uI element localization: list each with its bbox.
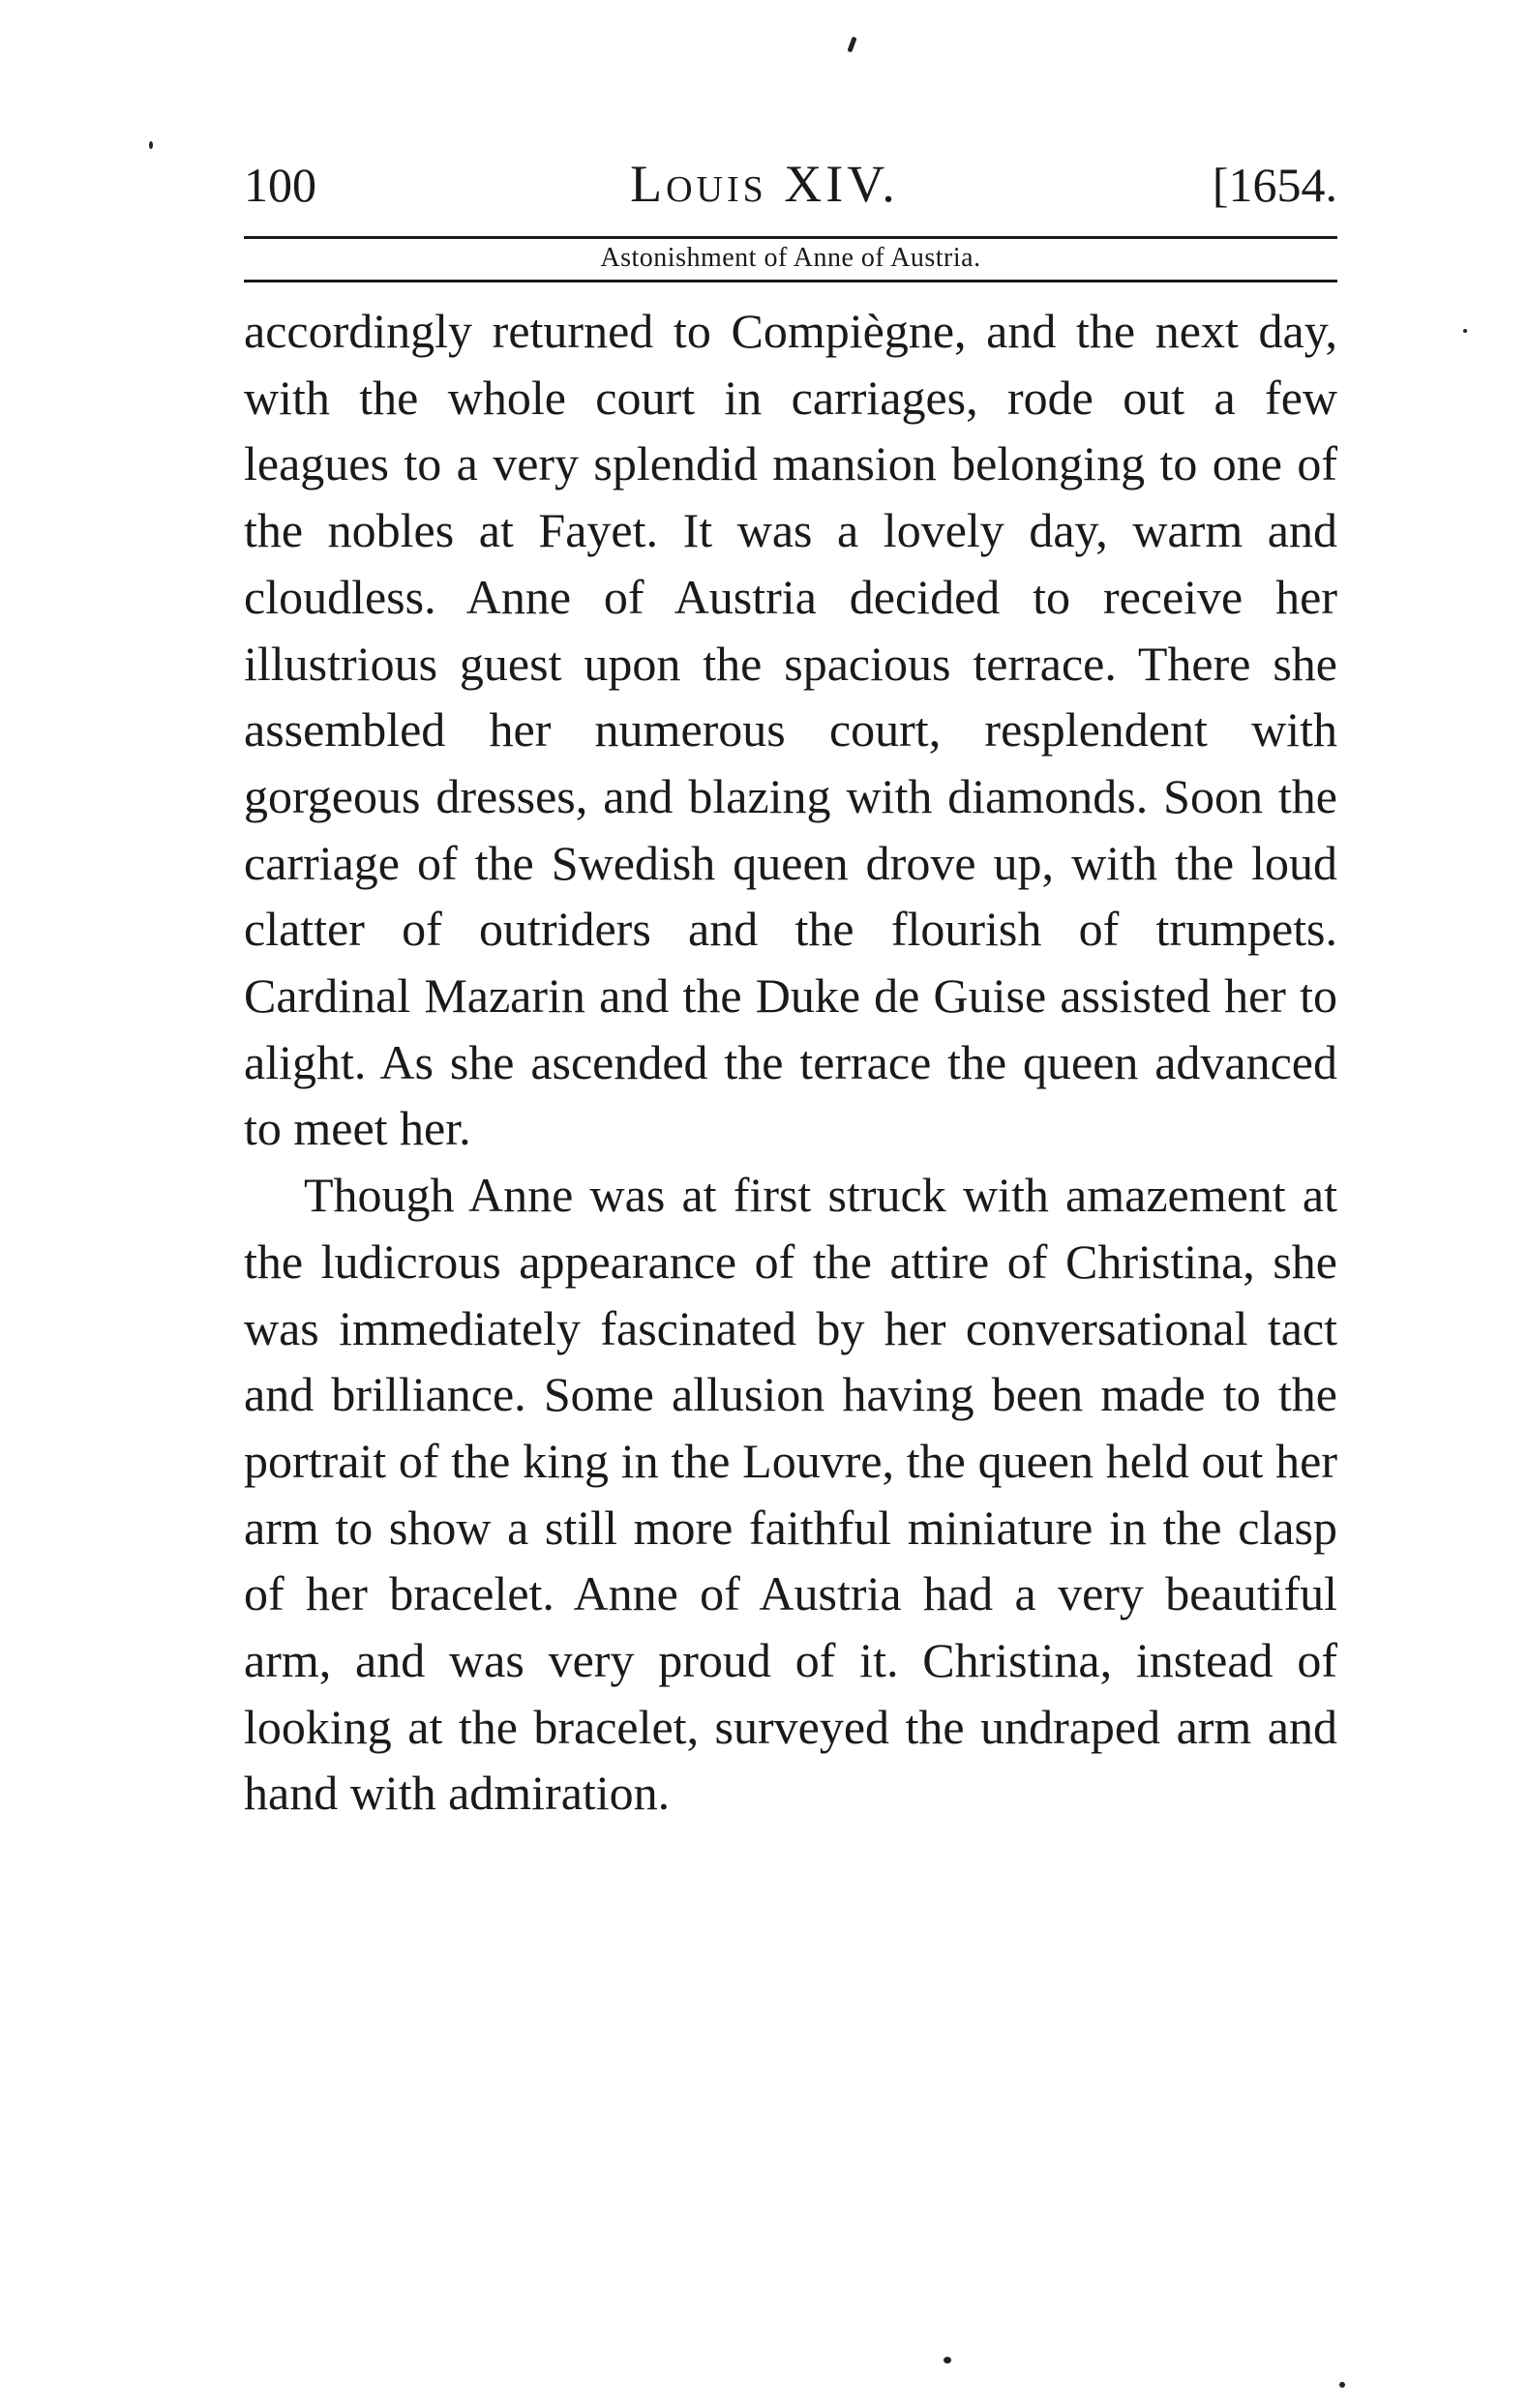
scan-speck	[847, 37, 856, 53]
scan-speck	[1463, 329, 1467, 333]
scan-speck	[944, 2357, 951, 2363]
book-page	[244, 155, 1337, 1827]
paragraph-1: accordingly returned to Compiègne, and the next day, with the whole court in carriages, rode out a few leagues to a very splendid mansion belonging to one of the nobles at Fayet. It was a lovely day, warm and cloudless. Anne of Austria decided to receive her illustrious guest upon the spacious terrace. There she assembled her numerous court, resplendent with gorgeous dresses, and blazing with diamonds. Soon the carriage of the Swedish queen drove up, with the loud clatter of outriders and the flourish of trumpets. Cardinal Mazarin and the Duke de Guise assisted her to alight. As she ascended the terrace the queen advanced to meet her.	[244, 304, 1337, 1156]
scan-speck	[149, 141, 153, 149]
page-number: 100	[244, 158, 316, 212]
paragraph-2: Though Anne was at first struck with amazement at the ludicrous appearance of the attire of Christina, she was immediately fascinated by her conversational tact and brilliance. Some allusion having been made to the portrait of the king in the Louvre, the queen held out her arm to show a still more faithful miniature in the clasp of her bracelet. Anne of Austria had a very beautiful arm, and was very proud of it. Christina, instead of looking at the bracelet, surveyed the undraped arm and hand with admiration.	[244, 1168, 1337, 1821]
running-head	[244, 155, 1337, 217]
chapter-subheading: Astonishment of Anne of Austria.	[600, 243, 981, 273]
scan-speck	[1339, 2382, 1345, 2388]
running-title: Louis XIV.	[630, 155, 899, 213]
running-year: [1654.	[1212, 158, 1337, 212]
header-rule-bottom	[244, 280, 1337, 282]
body-text	[244, 298, 1337, 1827]
